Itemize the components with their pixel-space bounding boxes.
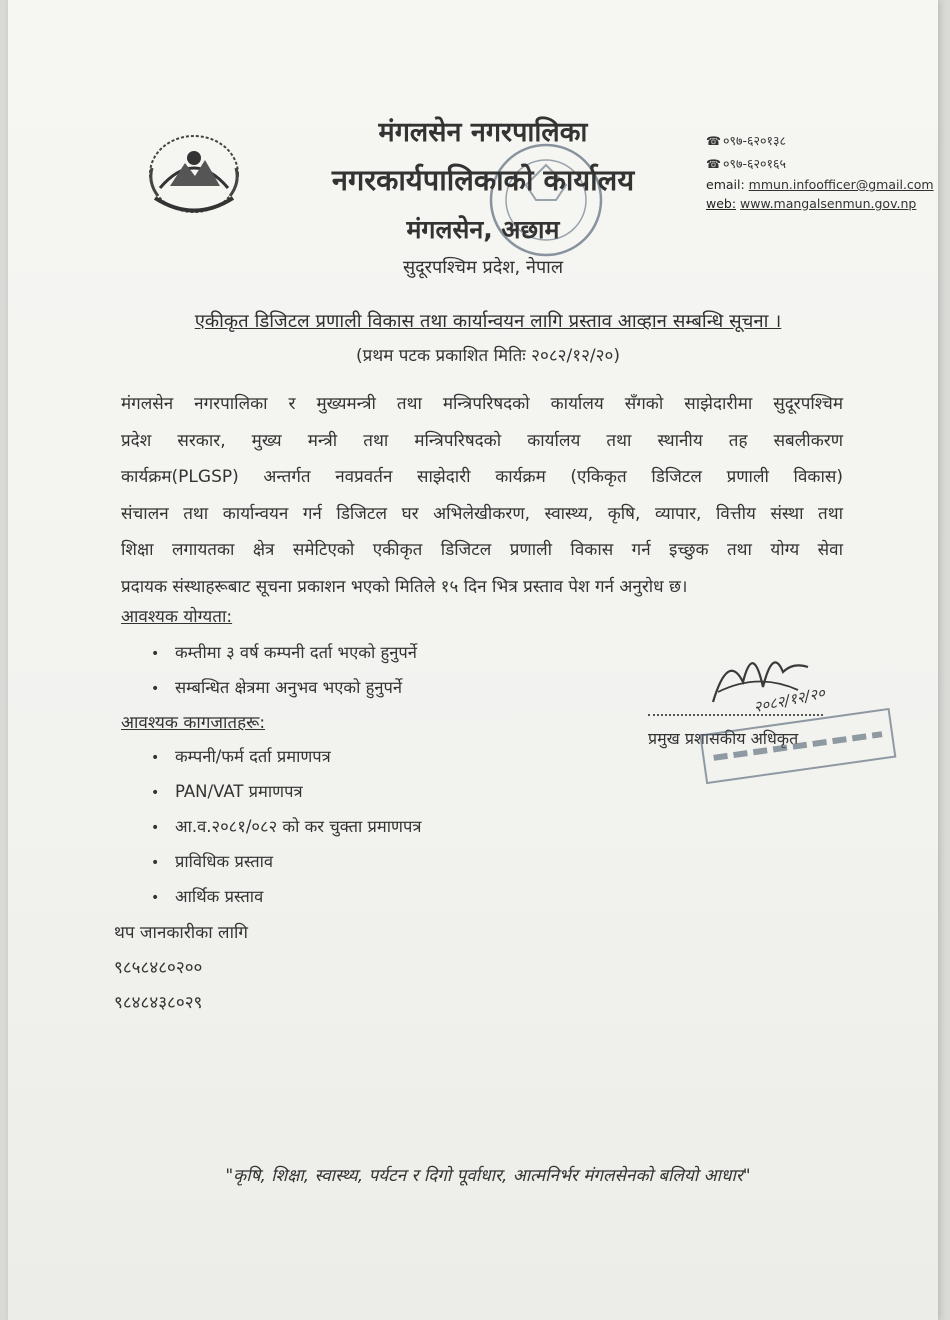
document-item: • प्राविधिक प्रस्ताव — [151, 852, 274, 871]
signatory-title: प्रमुख प्रशासकीय अधिकृत — [648, 729, 799, 748]
contact-phone-number: ९८५८४८०२०० — [114, 958, 203, 978]
contact-web — [706, 196, 916, 211]
body-line: प्रदायक संस्थाहरूबाट सूचना प्रकाशन भएको मितिले १५ दिन भित्र प्रस्ताव पेश गर्न अनुरोध छ। — [121, 576, 688, 597]
bullet-icon: • — [151, 890, 160, 906]
official-rectangular-stamp-icon — [698, 708, 898, 786]
body-line: संचालन तथा कार्यान्वयन गर्न डिजिटल घर अभिलेखीकरण, स्वास्थ्य, कृषि, व्यापार, वित्तीय संस्था तथा — [121, 503, 843, 524]
phone-number: ०९७-६२०१३८ — [722, 133, 786, 148]
org-location: मंगलसेन, अछाम — [406, 215, 560, 244]
contact-phone-1 — [706, 132, 786, 149]
document-item: • आ.व.२०८१/०८२ को कर चुक्ता प्रमाणपत्र — [151, 817, 422, 836]
org-subtitle: नगरकार्यपालिकाको कार्यालय — [331, 163, 635, 197]
bullet-icon: • — [151, 681, 160, 697]
org-province: सुदूरपश्चिम प्रदेश, नेपाल — [402, 257, 564, 278]
qualification-item: • कम्तीमा ३ वर्ष कम्पनी दर्ता भएको हुनुपर्ने — [151, 643, 417, 662]
telephone-icon: ☎ — [706, 157, 721, 171]
bullet-icon: • — [151, 785, 160, 801]
web-link[interactable]: www.mangalsenmun.gov.np — [740, 196, 917, 211]
document-item: • PAN/VAT प्रमाणपत्र — [151, 782, 303, 801]
org-title: मंगलसेन नगरपालिका — [378, 117, 588, 148]
phone-number: ०९७-६२०१६५ — [722, 156, 786, 171]
bullet-icon: • — [151, 855, 160, 871]
email-label: email: — [706, 177, 745, 192]
body-line: प्रदेश सरकार, मुख्य मन्त्री तथा मन्त्रिपरिषदको कार्यालय तथा स्थानीय तह सबलीकरण — [121, 430, 843, 451]
web-label: web: — [706, 196, 737, 211]
document-item: • कम्पनी/फर्म दर्ता प्रमाणपत्र — [151, 747, 331, 766]
email-link[interactable]: mmun.infoofficer@gmail.com — [748, 177, 934, 192]
body-line: शिक्षा लगायतका क्षेत्र समेटिएको एकीकृत डिजिटल प्रणाली विकास गर्न इच्छुक तथा योग्य सेवा — [121, 540, 843, 560]
notice-body — [121, 386, 843, 605]
bullet-icon: • — [151, 820, 160, 836]
document-page — [8, 0, 938, 1320]
bullet-icon: • — [151, 646, 160, 662]
signature-date: २०८२/१२/२० — [751, 683, 827, 717]
body-line: कार्यक्रम(PLGSP) अन्तर्गत नवप्रवर्तन साझेदारी कार्यक्रम (एकिकृत डिजिटल प्रणाली विकास) — [121, 467, 843, 487]
qualifications-heading: आवश्यक योग्यता: — [121, 607, 233, 627]
notice-published-date: (प्रथम पटक प्रकाशित मितिः २०८२/१२/२०) — [356, 346, 620, 366]
municipality-motto: "कृषि, शिक्षा, स्वास्थ्य, पर्यटन र दिगो पूर्वाधार, आत्मनिर्भर मंगलसेनको बलियो आधार" — [225, 1166, 751, 1186]
contact-email — [706, 177, 934, 192]
bullet-icon: • — [151, 750, 160, 766]
more-info-label: थप जानकारीका लागि — [114, 923, 248, 943]
telephone-icon: ☎ — [706, 134, 721, 148]
government-emblem-icon — [140, 128, 248, 220]
qualification-item: • सम्बन्धित क्षेत्रमा अनुभव भएको हुनुपर्ने — [151, 678, 403, 697]
contact-phone-2 — [706, 155, 786, 172]
body-line: मंगलसेन नगरपालिका र मुख्यमन्त्री तथा मन्त्रिपरिषदको कार्यालय सँगको साझेदारीमा सुदूरपश्चिम — [121, 394, 843, 414]
notice-title: एकीकृत डिजिटल प्रणाली विकास तथा कार्यान्वयन लागि प्रस्ताव आव्हान सम्बन्धि सूचना । — [194, 311, 782, 332]
document-item: • आर्थिक प्रस्ताव — [151, 887, 264, 906]
contact-phone-number: ९८४८४३८०२९ — [114, 993, 203, 1013]
documents-heading: आवश्यक कागजातहरू: — [121, 713, 266, 733]
